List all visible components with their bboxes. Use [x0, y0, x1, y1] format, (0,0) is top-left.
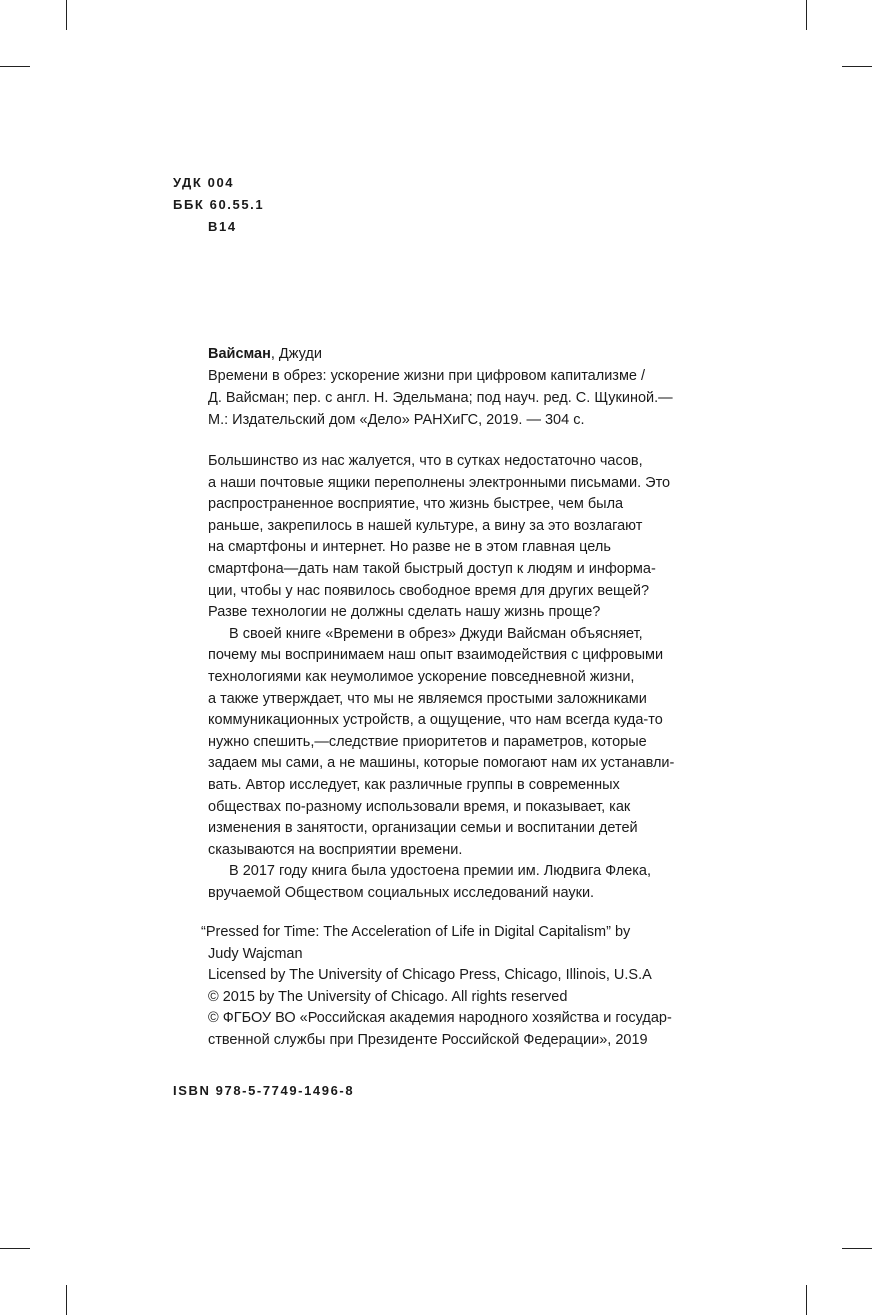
- annotation-line: Большинство из нас жалуется, что в сутках недостаточно часов,: [208, 453, 643, 469]
- crop-mark: [806, 0, 807, 30]
- author-line: [208, 343, 728, 365]
- annotation-line: сказываются на восприятии времени.: [208, 841, 463, 858]
- annotation-line: обществах по-разному использовали время, и показывает, как: [208, 798, 631, 815]
- annotation-line: почему мы воспринимаем наш опыт взаимодействия с цифровыми: [208, 647, 664, 664]
- copyright-line: © 2015 by The University of Chicago. All rights reserved: [208, 988, 568, 1005]
- crop-mark: [66, 0, 67, 30]
- annotation-line: технологиями как неумолимое ускорение повседневной жизни,: [208, 668, 635, 685]
- crop-mark: [0, 1248, 30, 1249]
- bibliographic-record: [208, 343, 728, 431]
- rights-notice: [201, 922, 731, 1052]
- original-title-line: “Pressed for Time: The Acceleration of Life in Digital Capitalism” by: [201, 924, 631, 940]
- rights-line: Licensed by The University of Chicago Press, Chicago, Illinois, U.S.A: [208, 967, 652, 984]
- annotation-line: а наши почтовые ящики переполнены электронными письмами. Это: [208, 474, 671, 491]
- annotation-line: Разве технологии не должны сделать нашу жизнь проще?: [208, 604, 601, 621]
- annotation-paragraph: [208, 861, 728, 904]
- crop-mark: [66, 1285, 67, 1315]
- annotation: [208, 451, 728, 904]
- isbn: ISBN 978-5-7749-1496-8: [173, 1083, 355, 1098]
- udk-code: УДК 004: [173, 175, 235, 190]
- annotation-line: изменения в занятости, организации семьи и воспитании детей: [208, 820, 638, 837]
- annotation-line: задаем мы сами, а не машины, которые помогают нам их устанавли-: [208, 755, 675, 772]
- crop-mark: [0, 66, 30, 67]
- crop-mark: [842, 1248, 872, 1249]
- annotation-line: а также утверждает, что мы не являемся простыми заложниками: [208, 690, 647, 707]
- copyright-line: © ФГБОУ ВО «Российская академия народного хозяйства и государ-: [208, 1010, 672, 1027]
- rights-line: Judy Wajcman: [208, 945, 303, 962]
- classification-codes: [173, 172, 264, 238]
- annotation-paragraph: [208, 451, 728, 624]
- annotation-line: распространенное восприятие, что жизнь быстрее, чем была: [208, 496, 624, 513]
- annotation-line: вручаемой Обществом социальных исследований науки.: [208, 884, 595, 901]
- annotation-line: раньше, закрепилось в нашей культуре, а вину за это возлагают: [208, 517, 643, 534]
- bbk-code: ББК 60.55.1: [173, 197, 265, 212]
- author-surname: Вайсман: [208, 346, 271, 362]
- annotation-line: на смартфоны и интернет. Но разве не в этом главная цель: [208, 539, 611, 556]
- crop-mark: [842, 66, 872, 67]
- annotation-line: смартфона—дать нам такой быстрый доступ к людям и информа-: [208, 560, 656, 577]
- copyright-line: ственной службы при Президенте Российской Федерации», 2019: [208, 1031, 648, 1048]
- annotation-line: нужно спешить,—следствие приоритетов и параметров, которые: [208, 733, 647, 750]
- annotation-line: ции, чтобы у нас появилось свободное время для других вещей?: [208, 582, 650, 599]
- annotation-line: В 2017 году книга была удостоена премии им. Людвига Флека,: [229, 863, 652, 880]
- crop-mark: [806, 1285, 807, 1315]
- biblio-line: М.: Издательский дом «Дело» РАНХиГС, 2019. — 304 с.: [208, 412, 585, 428]
- annotation-paragraph: [208, 624, 728, 862]
- annotation-line: коммуникационных устройств, а ощущение, что нам всегда куда-то: [208, 712, 663, 729]
- biblio-line: Д. Вайсман; пер. с англ. Н. Эдельмана; под науч. ред. С. Щукиной.—: [208, 390, 673, 406]
- annotation-line: В своей книге «Времени в обрез» Джуди Вайсман объясняет,: [229, 625, 643, 642]
- annotation-line: вать. Автор исследует, как различные группы в современных: [208, 776, 620, 793]
- author-mark: В14: [208, 219, 237, 234]
- author-given-name: , Джуди: [270, 346, 322, 362]
- biblio-line: Времени в обрез: ускорение жизни при цифровом капитализме /: [208, 368, 646, 384]
